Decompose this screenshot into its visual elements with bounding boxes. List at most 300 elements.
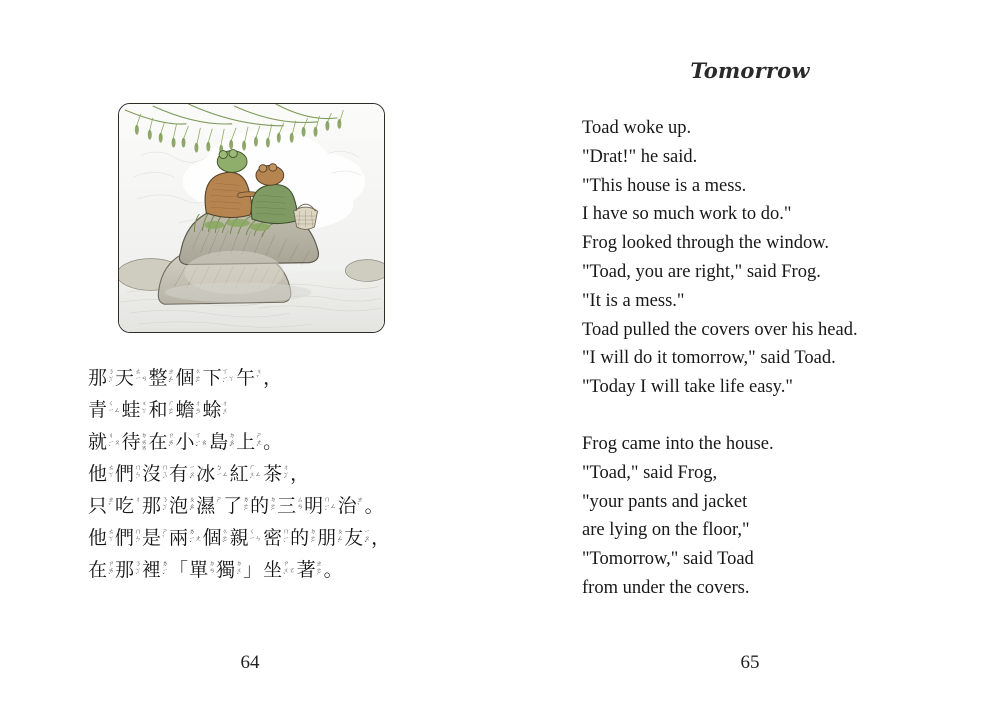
zhuyin-annotation [108,398,120,413]
zhuyin-annotation [195,430,207,452]
zhuyin-symbol: ㄧㄠ [195,438,208,446]
zhuyin-annotation [256,430,262,452]
zhuyin-symbol: ㄧㄥ [215,470,228,478]
zhuyin-symbol: ˋ [168,444,172,453]
zhuyin-symbol: ㄋ [134,559,141,568]
chinese-character-unit [142,494,168,519]
chinese-character: 待 [121,431,141,453]
zhuyin-annotation [135,558,141,580]
chinese-punctuation: 」 [243,559,263,581]
chinese-character-unit [290,526,316,551]
zhuyin-symbol: ˙ [134,476,138,485]
zhuyin-annotation [337,526,343,548]
chinese-line [88,494,478,526]
chinese-character: 坐 [263,559,283,581]
chinese-character-unit [88,366,114,391]
zhuyin-symbol: ㄗ [168,431,175,440]
chinese-punctuation: 。 [323,559,343,581]
zhuyin-symbol: ㄚ [107,534,114,542]
zhuyin-symbol: ˊ [222,412,226,421]
zhuyin-symbol: ㄜ [269,502,276,510]
zhuyin-symbol: ˙ [316,572,320,581]
chinese-line [88,462,478,494]
english-line: are lying on the floor," [582,520,750,541]
zhuyin-annotation [216,494,222,503]
zhuyin-symbol: ˋ [161,508,165,517]
zhuyin-symbol: ㄧㄢ [134,374,147,382]
zhuyin-symbol: ㄉ [208,559,215,568]
zhuyin-symbol: ˋ [222,540,226,549]
zhuyin-annotation [135,494,141,503]
chinese-character-unit [88,526,114,551]
chinese-character-unit [176,366,202,391]
chinese-character: 們 [115,527,135,549]
chinese-character: 治 [337,495,357,517]
chinese-character-unit [344,526,370,551]
zhuyin-symbol: ㄞ [141,438,148,446]
zhuyin-symbol: ㄢ [208,566,215,574]
zhuyin-symbol: ˊ [168,412,172,421]
chinese-character: 的 [290,527,310,549]
zhuyin-symbol: ㄉ [269,495,276,504]
chinese-character-unit [236,366,262,391]
zhuyin-annotation [162,558,168,580]
chinese-character-unit [263,462,289,487]
zhuyin-symbol: ㄜ [222,534,229,542]
chinese-punctuation: 。 [263,431,283,453]
chinese-character-unit [263,558,296,583]
zhuyin-symbol: ㄚ [107,374,114,382]
zhuyin-symbol: ㄊ [134,367,141,376]
zhuyin-annotation [297,494,303,509]
zhuyin-symbol: ˊ [249,476,253,485]
zhuyin-annotation [135,462,141,484]
chinese-character: 午 [236,367,256,389]
english-line: "This house is a mess. [582,175,747,196]
chinese-character: 整 [148,367,168,389]
chinese-character-unit [88,430,121,455]
zhuyin-symbol: ㄚ [282,470,289,478]
chinese-character: 沒 [142,463,162,485]
zhuyin-symbol: ˋ [161,534,165,542]
english-line: Toad woke up. [582,118,692,138]
zhuyin-symbol: ㄓ [107,495,114,504]
english-text-block [582,114,982,603]
zhuyin-symbol: ㄅ [215,463,222,472]
paragraph-gap [582,402,982,430]
chinese-character-unit [142,558,168,583]
zhuyin-annotation [222,366,234,388]
zhuyin-annotation [168,430,174,452]
chinese-character-unit [88,462,114,487]
zhuyin-symbol: ˋ [188,508,192,517]
chinese-character-unit [176,430,209,455]
english-line: Toad pulled the covers over his head. [582,319,858,340]
zhuyin-symbol: ˋ [282,572,286,581]
zhuyin-symbol: ㄤ [255,438,262,446]
zhuyin-symbol: ㄢ [195,406,202,414]
zhuyin-symbol: ˊ [161,476,165,485]
zhuyin-symbol: ˇ [168,380,172,389]
chinese-character-unit [230,462,263,487]
zhuyin-symbol: ㄕ [161,527,168,536]
chinese-character: 和 [148,399,168,421]
chinese-character-unit [169,526,202,551]
chinese-character-unit [263,526,289,551]
chinese-character: 密 [263,527,283,549]
zhuyin-annotation [270,494,276,516]
chinese-character-unit [169,494,195,519]
chinese-character: 了 [223,495,243,517]
zhuyin-symbol: ㄨㄛ [282,566,295,574]
zhuyin-symbol: ㄧㄥ [323,502,336,510]
zhuyin-annotation [141,430,147,452]
zhuyin-symbol: ㄧㄥ [107,406,120,414]
chinese-character: 個 [175,367,195,389]
zhuyin-annotation [108,462,114,477]
zhuyin-symbol: ㄜ [195,374,202,382]
english-line: I have so much work to do." [582,204,792,225]
chinese-character-unit [115,526,141,551]
zhuyin-annotation [108,526,114,541]
zhuyin-symbol: ㄍ [222,527,229,536]
zhuyin-symbol: ㄆ [188,495,195,504]
chinese-character-unit [88,494,114,519]
chinese-character: 蜍 [202,399,222,421]
zhuyin-symbol: ㄉ [141,431,148,440]
zhuyin-symbol: ㄔ [134,495,141,504]
zhuyin-symbol: ˋ [134,572,138,581]
zhuyin-annotation [195,398,201,420]
chinese-punctuation: ， [290,463,310,485]
zhuyin-symbol: ˋ [107,380,111,389]
zhuyin-symbol: ㄧㄡ [107,438,120,446]
zhuyin-annotation [236,558,242,580]
chinese-punctuation: 「 [169,559,189,581]
zhuyin-symbol: ㄑ [107,399,114,408]
chinese-character: 那 [115,559,135,581]
chinese-character: 只 [88,495,108,517]
chinese-character: 冰 [196,463,216,485]
zhuyin-annotation [216,462,228,477]
english-line: "Tomorrow," said Toad [582,549,754,570]
zhuyin-symbol: ㄧ [188,463,195,472]
chinese-character-unit [88,558,114,583]
zhuyin-symbol: ˇ [188,540,192,549]
zhuyin-annotation [189,526,201,548]
zhuyin-annotation [229,430,235,452]
chinese-character: 有 [169,463,189,485]
chinese-character: 個 [202,527,222,549]
chinese-character: 蛙 [121,399,141,421]
zhuyin-symbol: ㄕ [255,431,262,440]
zhuyin-symbol: ㄨ [255,367,262,376]
zhuyin-symbol: ˋ [255,444,259,453]
zhuyin-symbol: ㄇ [134,463,141,472]
zhuyin-symbol: ㄞ [107,566,114,574]
zhuyin-annotation [249,526,261,541]
english-line: from under the covers. [582,577,750,598]
chinese-character: 明 [304,495,324,517]
chinese-character-unit [176,398,202,423]
chinese-character: 就 [88,431,108,453]
zhuyin-symbol: ㄗ [282,559,289,568]
zhuyin-symbol: ㄧ [161,566,168,574]
chinese-character: 單 [189,559,209,581]
chinese-character: 濕 [196,495,216,517]
chinese-character: 茶 [263,463,283,485]
right-page [500,0,1000,715]
zhuyin-symbol: ㄨㄥ [249,470,262,478]
chinese-character-unit [122,430,148,455]
zhuyin-annotation [141,398,147,413]
zhuyin-annotation [243,494,249,516]
zhuyin-symbol: ㄓ [168,367,175,376]
zhuyin-symbol: ㄧㄚ [222,374,235,382]
zhuyin-annotation [195,366,201,388]
zhuyin-symbol: ˋ [357,502,361,510]
zhuyin-symbol: ㄌ [242,495,249,504]
zhuyin-symbol: ㄣ [134,470,141,478]
zhuyin-annotation [108,430,120,452]
chinese-punctuation: 。 [364,495,384,517]
zhuyin-symbol: ㄔ [195,399,202,408]
zhuyin-annotation [162,462,168,484]
english-line: "Drat!" he said. [582,146,698,167]
chinese-character: 蟾 [175,399,195,421]
chinese-character: 著 [296,559,316,581]
chinese-character-unit [142,462,168,487]
chinese-character-unit [169,462,195,487]
english-line: "Toad," said Frog, [582,462,718,483]
chinese-character-unit [236,430,262,455]
chinese-text-block [88,366,478,590]
chinese-character-unit [277,494,303,519]
english-line: Frog came into the house. [582,433,774,454]
zhuyin-symbol: ㄇ [323,495,330,504]
chinese-character-unit [250,494,276,519]
zhuyin-symbol: ㄢ [296,502,303,510]
zhuyin-symbol: ㄡ [188,470,195,478]
zhuyin-annotation [168,398,174,420]
zhuyin-annotation [222,526,228,548]
chinese-character: 友 [344,527,364,549]
zhuyin-symbol: ㄓ [357,495,364,504]
chinese-character: 在 [88,559,108,581]
zhuyin-symbol: ˇ [363,540,367,549]
zhuyin-annotation [316,558,322,580]
zhuyin-symbol: ㄨ [222,406,229,414]
chinese-character: 下 [202,367,222,389]
chinese-character: 朋 [317,527,337,549]
chinese-character-unit [115,366,148,391]
zhuyin-symbol: ㄨ [235,566,242,574]
zhuyin-annotation [209,558,215,573]
zhuyin-annotation [310,526,316,548]
zhuyin-symbol: ˋ [107,444,111,453]
chinese-line [88,526,478,558]
chinese-character: 們 [115,463,135,485]
chinese-character: 上 [236,431,256,453]
zhuyin-symbol: ㄋ [161,495,168,504]
zhuyin-symbol: ㄕ [215,495,222,504]
chinese-character: 吃 [115,495,135,517]
zhuyin-symbol: ㄇ [134,527,141,536]
zhuyin-symbol: ˋ [107,572,111,581]
chinese-character: 他 [88,527,108,549]
zhuyin-annotation [283,462,289,484]
chinese-character-unit [122,398,148,423]
chinese-character: 裡 [142,559,162,581]
chinese-line [88,558,478,590]
zhuyin-annotation [222,398,228,420]
chinese-character-unit [209,430,235,455]
zhuyin-annotation [283,526,289,548]
chinese-line [88,398,478,430]
zhuyin-annotation [189,494,195,516]
zhuyin-symbol: ㄜ [316,566,323,574]
zhuyin-symbol: ˊ [323,508,327,517]
page-number-right: 65 [740,652,760,673]
chinese-character: 在 [148,431,168,453]
zhuyin-symbol: ˙ [309,540,313,549]
zhuyin-symbol: ㄒ [222,367,229,376]
chinese-character: 親 [229,527,249,549]
zhuyin-symbol: ㄔ [282,463,289,472]
zhuyin-symbol: ㄥ [168,374,175,382]
chinese-character: 那 [142,495,162,517]
chinese-character: 紅 [229,463,249,485]
chinese-character: 天 [115,367,135,389]
chinese-character: 兩 [169,527,189,549]
zhuyin-symbol: ㄧㄣ [249,534,262,542]
zhuyin-symbol: ㄆ [336,527,343,536]
english-line: "Toad, you are right," said Frog. [582,261,821,282]
zhuyin-symbol: ㄏ [168,399,175,408]
zhuyin-symbol: ㄟ [161,470,168,478]
illustration-artwork [119,104,384,332]
zhuyin-annotation [135,526,141,548]
zhuyin-symbol: ˇ [188,476,192,485]
zhuyin-symbol: ㄓ [316,559,323,568]
zhuyin-symbol: ˇ [255,374,259,382]
zhuyin-symbol: ㄨ [141,399,148,408]
zhuyin-symbol: ㄉ [235,559,242,568]
chinese-character: 青 [88,399,108,421]
zhuyin-symbol: ˙ [134,540,138,549]
zhuyin-symbol: ˊ [235,572,239,581]
zhuyin-symbol: ˇ [161,572,165,581]
chinese-character-unit [223,494,249,519]
zhuyin-symbol: ㄡ [363,534,370,542]
chinese-character: 是 [142,527,162,549]
zhuyin-annotation [357,494,363,509]
chinese-character: 獨 [216,559,236,581]
chinese-character-unit [115,494,141,519]
chinese-character-unit [203,366,236,391]
zhuyin-symbol: ㄧ [363,527,370,536]
zhuyin-annotation [249,462,261,484]
zhuyin-symbol: ㄜ [242,502,249,510]
zhuyin-annotation [108,558,114,580]
zhuyin-symbol: ㄒ [195,431,202,440]
zhuyin-symbol: ㄊ [107,463,114,472]
zhuyin-symbol: ㄌ [188,527,195,536]
zhuyin-annotation [324,494,336,516]
zhuyin-annotation [256,366,262,381]
chinese-character: 三 [277,495,297,517]
zhuyin-symbol: ˙ [242,508,246,517]
zhuyin-annotation [168,366,174,388]
chinese-character-unit [149,430,175,455]
zhuyin-symbol: ㄚ [141,406,148,414]
chinese-line [88,366,478,398]
chinese-character: 泡 [169,495,189,517]
zhuyin-symbol: ㄇ [161,463,168,472]
chinese-character-unit [230,526,263,551]
chinese-character-unit [149,398,175,423]
chinese-character-unit [189,558,215,583]
zhuyin-symbol: ㄐ [107,431,114,440]
zhuyin-symbol: ㄌ [161,559,168,568]
zhuyin-symbol: ㄔ [222,399,229,408]
chinese-character-unit [196,462,229,487]
zhuyin-symbol: ˋ [195,380,199,389]
zhuyin-symbol: ㄙ [296,495,303,504]
chinese-character-unit [304,494,337,519]
zhuyin-symbol: ㄏ [249,463,256,472]
english-line: "your pants and jacket [582,491,748,512]
zhuyin-symbol: ㄚ [161,502,168,510]
page-number-left: 64 [240,652,260,673]
chinese-character-unit [196,494,222,519]
chinese-character-unit [88,398,121,423]
zhuyin-annotation [364,526,370,548]
english-line: "It is a mess." [582,290,685,311]
chinese-character: 的 [250,495,270,517]
zhuyin-symbol: ˇ [107,502,111,510]
chinese-character-unit [142,526,168,551]
chinese-character-unit [297,558,323,583]
chinese-character-unit [115,558,141,583]
zhuyin-symbol: ㄜ [168,406,175,414]
chinese-character-unit [203,398,229,423]
zhuyin-symbol: ㄗ [107,559,114,568]
zhuyin-symbol: ˇ [228,444,232,453]
zhuyin-annotation [162,494,168,516]
zhuyin-annotation [162,526,168,541]
chinese-character: 那 [88,367,108,389]
zhuyin-symbol: ㄑ [249,527,256,536]
illustration-frog-and-toad-on-island [118,103,385,333]
zhuyin-symbol: ㄠ [228,438,235,446]
zhuyin-symbol: ㄞ [141,444,148,453]
chinese-character: 他 [88,463,108,485]
zhuyin-symbol: ˋ [222,380,226,389]
zhuyin-symbol: ㄠ [188,502,195,510]
english-line: Frog looked through the window. [582,233,829,254]
zhuyin-symbol: ˋ [282,540,286,549]
chinese-line [88,430,478,462]
zhuyin-symbol: ㄥ [336,534,343,542]
zhuyin-symbol: ㄧ [282,534,289,542]
chinese-character-unit [149,366,175,391]
zhuyin-symbol: ㄚ [134,566,141,574]
zhuyin-symbol: ˊ [282,476,286,485]
chinese-character-unit [338,494,364,519]
zhuyin-symbol: ㄉ [309,527,316,536]
zhuyin-symbol: ㄋ [107,367,114,376]
